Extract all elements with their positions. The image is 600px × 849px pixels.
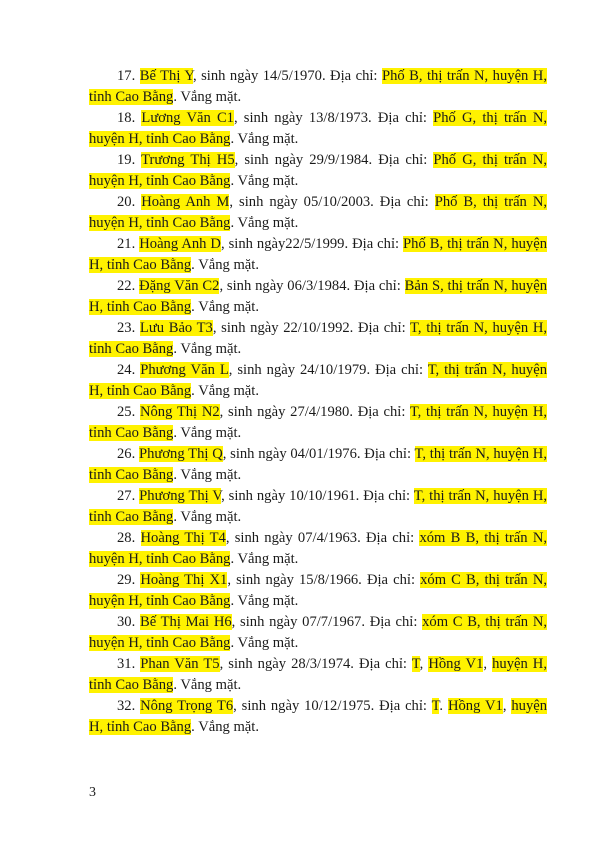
person-name: Phương Thị V [139, 488, 222, 504]
address-highlight: Phố B, thị trấn N, huyện H, tỉnh Cao Bằng [89, 68, 547, 105]
status-text: . Vắng mặt. [191, 719, 259, 735]
entry-number: 30. [117, 614, 140, 630]
status-text: . Vắng mặt. [173, 677, 242, 693]
entry-number: 24. [117, 362, 141, 378]
person-name: Phan Văn T5 [140, 656, 220, 672]
entry-list [89, 66, 547, 738]
status-text: . Vắng mặt. [230, 131, 299, 147]
address-highlight: Phố G, thị trấn N, huyện H, tỉnh Cao Bằng [89, 110, 548, 147]
birth-info: , sinh ngày 13/8/1973. Địa chỉ: [233, 110, 434, 126]
birth-info: , sinh ngày 15/8/1966. Địa chỉ: [227, 572, 421, 588]
list-item [89, 360, 547, 402]
list-item [89, 108, 547, 150]
status-text: . Vắng mặt. [173, 425, 242, 441]
list-item [89, 444, 547, 486]
entry-number: 23. [117, 320, 140, 336]
entry-number: 27. [117, 488, 140, 504]
person-name: Đặng Văn C2 [139, 278, 220, 294]
address-separator: , [483, 656, 493, 672]
birth-info: , sinh ngày 07/4/1963. Địa chỉ: [225, 530, 420, 546]
birth-info: , sinh ngày 29/9/1984. Địa chỉ: [234, 152, 434, 168]
address-separator: . [439, 698, 448, 714]
entry-number: 31. [117, 656, 141, 672]
address-highlight: Bản S, thị trấn N, huyện H, tỉnh Cao Bằng [89, 278, 548, 315]
person-name: Lương Văn C1 [141, 110, 234, 126]
entry-number: 19. [117, 152, 142, 168]
status-text: . Vắng mặt. [173, 341, 242, 357]
address-highlight: huyện H, tỉnh Cao Bằng [89, 698, 548, 735]
address-separator: , [419, 656, 429, 672]
person-name: Lưu Bảo T3 [139, 320, 213, 336]
address-highlight: xóm B B, thị trấn N, huyện H, tỉnh Cao Bằng [89, 530, 548, 567]
address-highlight: xóm C B, thị trấn N, huyện H, tỉnh Cao Bằng [89, 572, 548, 609]
birth-info: , sinh ngày 14/5/1970. Địa chỉ: [193, 68, 382, 84]
list-item [89, 486, 547, 528]
person-name: Bế Thị Mai H6 [139, 614, 232, 630]
birth-info: , sinh ngày22/5/1999. Địa chỉ: [220, 236, 404, 252]
address-highlight: Phố B, thị trấn N, huyện H, tỉnh Cao Bằng [89, 194, 548, 231]
address-highlight: T, thị trấn N, huyện H, tỉnh Cao Bằng [89, 446, 547, 483]
list-item [89, 276, 547, 318]
page-number: 3 [89, 785, 96, 800]
birth-info: , sinh ngày 27/4/1980. Địa chỉ: [219, 404, 410, 420]
person-name: Nông Trọng T6 [140, 698, 234, 714]
list-item [89, 528, 547, 570]
address-highlight: Hồng V1 [447, 698, 503, 714]
entry-number: 26. [117, 446, 140, 462]
birth-info: , sinh ngày 10/10/1961. Địa chỉ: [221, 488, 414, 504]
address-highlight: T, thị trấn N, huyện H, tỉnh Cao Bằng [89, 362, 548, 399]
address-highlight: T, thị trấn N, huyện H, tỉnh Cao Bằng [89, 404, 548, 441]
entry-number: 17. [117, 68, 140, 84]
address-highlight: T [411, 656, 420, 672]
address-highlight: T, thị trấn N, huyện H, tỉnh Cao Bằng [89, 320, 548, 357]
address-highlight: Hồng V1 [428, 656, 484, 672]
entry-number: 21. [117, 236, 140, 252]
person-name: Bế Thị Y [139, 68, 193, 84]
address-highlight: Phố G, thị trấn N, huyện H, tỉnh Cao Bằng [89, 152, 547, 189]
address-highlight: xóm C B, thị trấn N, huyện H, tỉnh Cao Bằng [89, 614, 548, 651]
birth-info: , sinh ngày 05/10/2003. Địa chỉ: [229, 194, 435, 210]
birth-info: , sinh ngày 07/7/1967. Địa chỉ: [231, 614, 423, 630]
entry-number: 25. [117, 404, 140, 420]
birth-info: , sinh ngày 22/10/1992. Địa chỉ: [212, 320, 411, 336]
birth-info: , sinh ngày 06/3/1984. Địa chỉ: [219, 278, 405, 294]
status-text: . Vắng mặt. [230, 551, 299, 567]
entry-number: 22. [117, 278, 140, 294]
entry-number: 32. [117, 698, 141, 714]
status-text: . Vắng mặt. [191, 257, 259, 273]
birth-info: , sinh ngày 28/3/1974. Địa chỉ: [219, 656, 412, 672]
status-text: . Vắng mặt. [230, 593, 299, 609]
status-text: . Vắng mặt. [230, 173, 299, 189]
list-item [89, 696, 547, 738]
status-text: . Vắng mặt. [173, 89, 242, 105]
status-text: . Vắng mặt. [230, 635, 299, 651]
address-highlight: huyện H, tỉnh Cao Bằng [89, 656, 547, 693]
list-item [89, 318, 547, 360]
person-name: Hoàng Anh M [141, 194, 230, 210]
person-name: Hoàng Thị T4 [140, 530, 226, 546]
status-text: . Vắng mặt. [191, 299, 259, 315]
address-separator: , [502, 698, 512, 714]
person-name: Trương Thị H5 [141, 152, 235, 168]
list-item [89, 234, 547, 276]
person-name: Hoàng Anh D [139, 236, 221, 252]
person-name: Nông Thị N2 [139, 404, 220, 420]
entry-number: 28. [117, 530, 141, 546]
person-name: Phương Văn L [140, 362, 229, 378]
entry-number: 18. [117, 110, 142, 126]
list-item [89, 192, 547, 234]
list-item [89, 654, 547, 696]
person-name: Hoàng Thị X1 [140, 572, 228, 588]
birth-info: , sinh ngày 24/10/1979. Địa chỉ: [228, 362, 428, 378]
list-item [89, 150, 547, 192]
list-item [89, 570, 547, 612]
birth-info: , sinh ngày 04/01/1976. Địa chỉ: [222, 446, 415, 462]
person-name: Phương Thị Q [139, 446, 223, 462]
list-item [89, 612, 547, 654]
status-text: . Vắng mặt. [191, 383, 259, 399]
status-text: . Vắng mặt. [173, 467, 242, 483]
status-text: . Vắng mặt. [230, 215, 299, 231]
status-text: . Vắng mặt. [173, 509, 242, 525]
list-item [89, 66, 547, 108]
address-highlight: Phố B, thị trấn N, huyện H, tỉnh Cao Bằng [89, 236, 547, 273]
address-highlight: T [431, 698, 440, 714]
address-highlight: T, thị trấn N, huyện H, tỉnh Cao Bằng [89, 488, 548, 525]
birth-info: , sinh ngày 10/12/1975. Địa chỉ: [233, 698, 432, 714]
entry-number: 29. [117, 572, 141, 588]
entry-number: 20. [117, 194, 142, 210]
list-item [89, 402, 547, 444]
